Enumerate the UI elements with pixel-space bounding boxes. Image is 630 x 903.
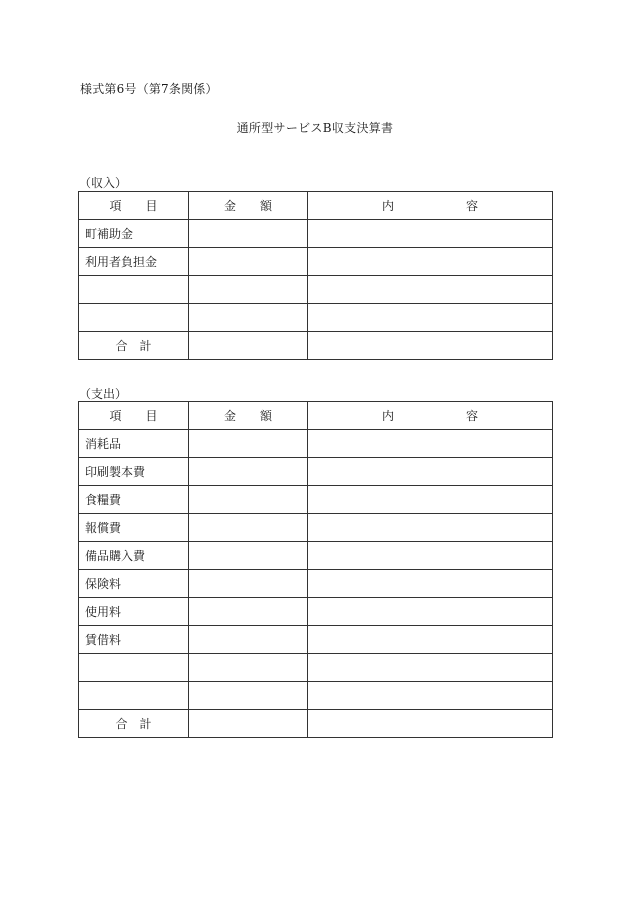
- expense-content-cell[interactable]: [308, 626, 553, 654]
- income-amount-cell[interactable]: [189, 248, 308, 276]
- expense-content-cell[interactable]: [308, 598, 553, 626]
- income-content-cell[interactable]: [308, 220, 553, 248]
- income-item-cell: 利用者負担金: [79, 248, 189, 276]
- income-amount-cell[interactable]: [189, 220, 308, 248]
- expense-amount-cell[interactable]: [189, 570, 308, 598]
- expense-section-label: （支出）: [79, 387, 128, 401]
- expense-amount-cell[interactable]: [189, 626, 308, 654]
- item-column-header: 項 目: [79, 402, 189, 430]
- expense-item-cell: 使用料: [79, 598, 189, 626]
- expense-item-cell: 報償費: [79, 514, 189, 542]
- expense-content-cell[interactable]: [308, 486, 553, 514]
- table-row: [79, 626, 553, 654]
- table-row: [79, 430, 553, 458]
- expense-content-cell[interactable]: [308, 430, 553, 458]
- income-total-row: [79, 332, 553, 360]
- expense-header-row: [79, 402, 553, 430]
- expense-content-cell[interactable]: [308, 682, 553, 710]
- table-row: [79, 542, 553, 570]
- expense-amount-cell[interactable]: [189, 486, 308, 514]
- expense-total-content-cell[interactable]: [308, 710, 553, 738]
- expense-item-cell[interactable]: [79, 654, 189, 682]
- income-item-cell: 町補助金: [79, 220, 189, 248]
- table-row: [79, 598, 553, 626]
- expense-item-cell: 印刷製本費: [79, 458, 189, 486]
- table-row: [79, 514, 553, 542]
- income-item-cell[interactable]: [79, 276, 189, 304]
- amount-column-header: 金 額: [189, 192, 308, 220]
- expense-content-cell[interactable]: [308, 542, 553, 570]
- expense-item-cell: 食糧費: [79, 486, 189, 514]
- table-row: [79, 570, 553, 598]
- table-row: [79, 220, 553, 248]
- income-section-label: （収入）: [79, 176, 128, 190]
- income-amount-cell[interactable]: [189, 276, 308, 304]
- expense-content-cell[interactable]: [308, 570, 553, 598]
- expense-content-cell[interactable]: [308, 654, 553, 682]
- income-total-content-cell[interactable]: [308, 332, 553, 360]
- income-content-cell[interactable]: [308, 276, 553, 304]
- income-content-cell[interactable]: [308, 304, 553, 332]
- expense-content-cell[interactable]: [308, 514, 553, 542]
- expense-item-cell: 備品購入費: [79, 542, 189, 570]
- expense-content-cell[interactable]: [308, 458, 553, 486]
- income-content-cell[interactable]: [308, 248, 553, 276]
- expense-amount-cell[interactable]: [189, 682, 308, 710]
- income-table: [78, 191, 553, 360]
- income-amount-cell[interactable]: [189, 304, 308, 332]
- expense-amount-cell[interactable]: [189, 458, 308, 486]
- expense-amount-cell[interactable]: [189, 598, 308, 626]
- item-column-header: 項 目: [79, 192, 189, 220]
- table-row: [79, 276, 553, 304]
- table-row: [79, 486, 553, 514]
- table-row: [79, 458, 553, 486]
- table-row: [79, 248, 553, 276]
- expense-total-row: [79, 710, 553, 738]
- content-column-header: 内 容: [308, 402, 553, 430]
- income-item-cell[interactable]: [79, 304, 189, 332]
- expense-item-cell: 消耗品: [79, 430, 189, 458]
- expense-amount-cell[interactable]: [189, 654, 308, 682]
- amount-column-header: 金 額: [189, 402, 308, 430]
- expense-total-label: 合 計: [79, 710, 189, 738]
- income-header-row: [79, 192, 553, 220]
- expense-item-cell: 保険料: [79, 570, 189, 598]
- income-total-amount-cell[interactable]: [189, 332, 308, 360]
- expense-total-amount-cell[interactable]: [189, 710, 308, 738]
- expense-amount-cell[interactable]: [189, 430, 308, 458]
- table-row: [79, 682, 553, 710]
- expense-amount-cell[interactable]: [189, 514, 308, 542]
- expense-table: [78, 401, 553, 738]
- content-column-header: 内 容: [308, 192, 553, 220]
- document-title: 通所型サービスB収支決算書: [236, 121, 394, 135]
- expense-item-cell: 賃借料: [79, 626, 189, 654]
- expense-amount-cell[interactable]: [189, 542, 308, 570]
- form-number: 様式第6号（第7条関係）: [80, 82, 218, 96]
- income-total-label: 合 計: [79, 332, 189, 360]
- expense-item-cell[interactable]: [79, 682, 189, 710]
- table-row: [79, 654, 553, 682]
- table-row: [79, 304, 553, 332]
